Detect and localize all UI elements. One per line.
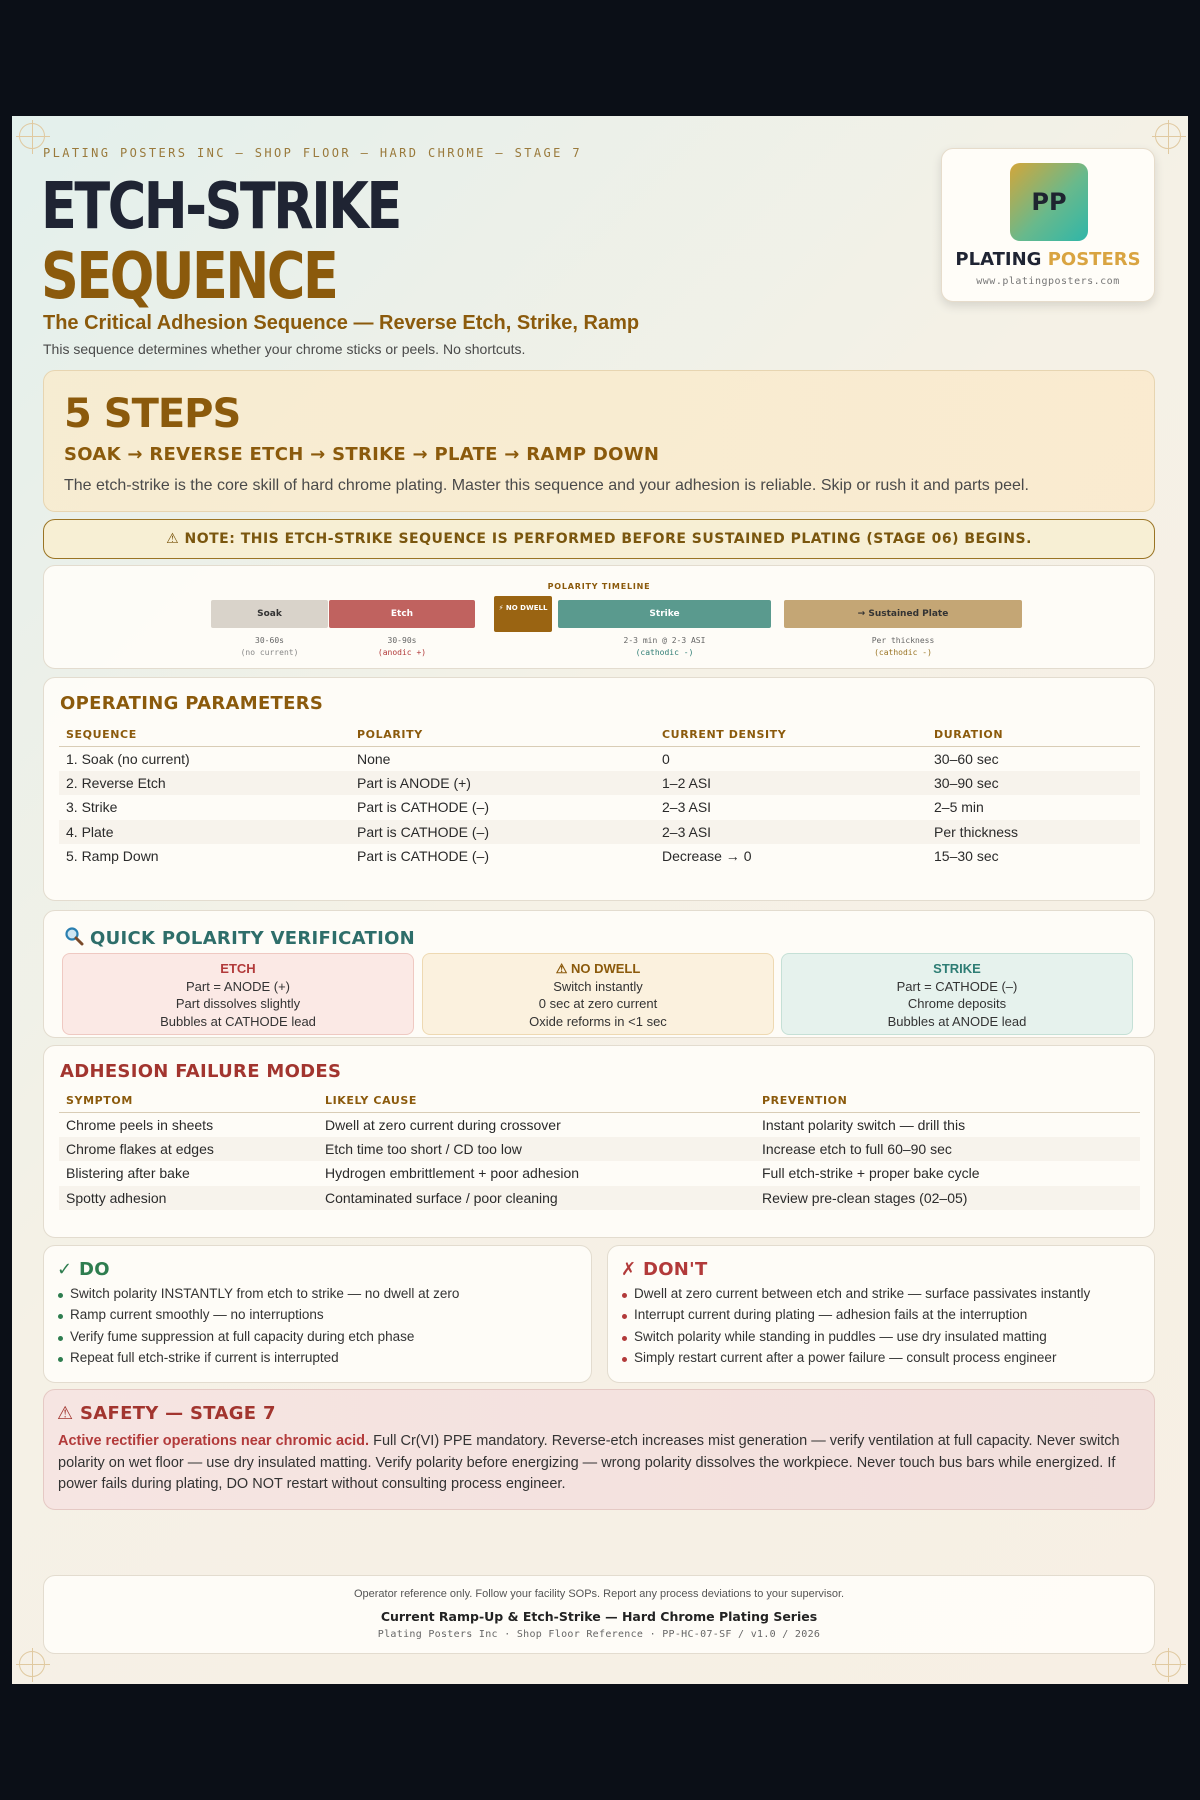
verification-box-title: ⚠ NO DWELL: [555, 961, 641, 976]
table-header: PREVENTION: [755, 1090, 1140, 1112]
table-cell: Instant polarity switch — drill this: [762, 1116, 966, 1133]
table-cell: Increase etch to full 60–90 sec: [755, 1137, 1140, 1162]
table-cell: Dwell at zero current during crossover: [325, 1116, 561, 1133]
steps-count: 5 STEPS: [64, 391, 241, 437]
table-row: [59, 820, 1140, 845]
logo-card: [941, 148, 1155, 302]
table-cell: Per thickness: [927, 820, 1140, 845]
table-cell: Part is CATHODE (–): [350, 820, 655, 845]
polarity-timeline: [43, 565, 1155, 669]
timeline-phase-bar: ⚡ NO DWELL: [494, 596, 552, 632]
list-item: Switch polarity INSTANTLY from etch to strike — no dwell at zero: [58, 1286, 459, 1307]
table-cell: Review pre-clean stages (02–05): [755, 1186, 1140, 1211]
verification-box-line: Part = ANODE (+): [185, 978, 291, 994]
table-row: [59, 795, 1140, 820]
table-row: [59, 746, 1140, 771]
table-header: POLARITY: [350, 724, 655, 746]
verification-box-line: Part = CATHODE (–): [896, 978, 1018, 994]
table-cell: Blistering after bake: [66, 1165, 190, 1182]
table-cell: Chrome peels in sheets: [66, 1116, 214, 1133]
corner-crosshair-icon: [1155, 1651, 1181, 1677]
timeline-phase-time: Per thickness: [871, 636, 935, 645]
timeline-phase-polarity: (cathodic -): [635, 648, 694, 657]
table-cell: Part is ANODE (+): [350, 771, 655, 796]
list-item: Verify fume suppression at full capacity during etch phase: [58, 1329, 459, 1350]
poster: [12, 116, 1188, 1684]
verification-box: [422, 953, 774, 1035]
table-cell: Part is CATHODE (–): [357, 848, 489, 865]
timeline-phase-bar: Strike: [558, 600, 771, 628]
failures-table: [59, 1090, 1140, 1210]
operating-parameters-card: [43, 677, 1155, 901]
table-cell: 2–3 ASI: [662, 799, 712, 816]
table-row: [59, 1137, 1140, 1162]
tagline: This sequence determines whether your chrome sticks or peels. No shortcuts.: [43, 341, 526, 357]
timeline-phase-bar: Etch: [329, 600, 475, 628]
safety-body: Active rectifier operations near chromic acid. Full Cr(VI) PPE mandatory. Reverse-etch increases mist generation — verify ventilation at full capacity. Never switch polarity on wet floor — use dry insulated matting. Verify polarity before energizing — wrong polarity dissolves the workpiece. Never touch bus bars while energized. If power fails during plating, DO NOT restart without consulting process engineer.: [58, 1433, 1120, 1492]
table-row: [59, 1186, 1140, 1211]
table-cell: Chrome flakes at edges: [59, 1137, 318, 1162]
do-heading: ✓ DO: [57, 1259, 110, 1280]
timeline-phase-time: 30-90s: [387, 636, 417, 645]
table-header: SYMPTOM: [59, 1090, 318, 1112]
parameters-heading: OPERATING PARAMETERS: [60, 693, 324, 714]
footer-disclaimer: Operator reference only. Follow your facility SOPs. Report any process deviations to your supervisor.: [353, 1588, 845, 1600]
timeline-phase-caption: [329, 635, 475, 659]
timeline-phase-bar: Soak: [211, 600, 328, 628]
parameters-table: [59, 724, 1140, 869]
safety-heading: ⚠ SAFETY — STAGE 7: [57, 1403, 276, 1424]
steps-card: [43, 370, 1155, 512]
timeline-phase-caption: [784, 635, 1022, 659]
verification-box-line: 0 sec at zero current: [538, 996, 658, 1011]
footer: [43, 1575, 1155, 1654]
table-cell: 15–30 sec: [934, 848, 999, 865]
footer-meta: Plating Posters Inc · Shop Floor Reference · PP-HC-07-SF / v1.0 / 2026: [377, 1629, 821, 1640]
table-cell: 2. Reverse Etch: [59, 771, 350, 796]
polarity-verification-card: [43, 910, 1155, 1038]
table-row: [59, 771, 1140, 796]
note-banner: ⚠ NOTE: THIS ETCH-STRIKE SEQUENCE IS PERFORMED BEFORE SUSTAINED PLATING (STAGE 06) BEGINS.: [43, 519, 1155, 559]
subtitle: The Critical Adhesion Sequence — Reverse Etch, Strike, Ramp: [43, 312, 640, 334]
table-cell: 30–90 sec: [927, 771, 1140, 796]
timeline-phase-time: 30-60s: [255, 636, 284, 645]
table-cell: Decrease → 0: [662, 848, 752, 865]
verification-box-line: Bubbles at CATHODE lead: [160, 1013, 316, 1029]
table-header: DURATION: [927, 724, 1140, 746]
list-item: Switch polarity while standing in puddles — use dry insulated matting: [622, 1329, 1090, 1350]
corner-crosshair-icon: [19, 123, 45, 149]
list-item: Ramp current smoothly — no interruptions: [58, 1307, 459, 1328]
corner-crosshair-icon: [1155, 123, 1181, 149]
table-header: LIKELY CAUSE: [318, 1090, 755, 1112]
table-header: SEQUENCE: [59, 724, 350, 746]
steps-description: The etch-strike is the core skill of hard chrome plating. Master this sequence and your adhesion is reliable. Skip or rush it and parts peel.: [64, 477, 1029, 494]
safety-card: [43, 1389, 1155, 1510]
do-card: [43, 1245, 592, 1383]
footer-series: Current Ramp-Up & Etch-Strike — Hard Chrome Plating Series: [380, 1609, 818, 1624]
steps-sequence: SOAK → REVERSE ETCH → STRIKE → PLATE → RAMP DOWN: [64, 444, 660, 465]
timeline-phase-polarity: (no current): [240, 648, 299, 657]
timeline-title: POLARITY TIMELINE: [547, 582, 651, 591]
do-list: [58, 1286, 459, 1371]
failures-heading: ADHESION FAILURE MODES: [60, 1061, 342, 1082]
logo-url: www.platingposters.com: [976, 276, 1120, 287]
table-cell: Part is CATHODE (–): [357, 799, 489, 816]
logo-name: PLATING POSTERS: [955, 249, 1141, 270]
table-row: [59, 1161, 1140, 1186]
verification-box: [781, 953, 1133, 1035]
table-cell: 3. Strike: [66, 799, 118, 816]
table-cell: Contaminated surface / poor cleaning: [318, 1186, 755, 1211]
table-cell: 2–5 min: [934, 799, 984, 816]
eyebrow: PLATING POSTERS INC — SHOP FLOOR — HARD CHROME — STAGE 7: [43, 146, 582, 160]
table-row: [59, 1112, 1140, 1137]
logo-mark: PP: [1010, 163, 1088, 241]
table-cell: Spotty adhesion: [59, 1186, 318, 1211]
verification-box-line: Switch instantly: [553, 978, 643, 994]
table-cell: 2–3 ASI: [655, 820, 927, 845]
corner-crosshair-icon: [19, 1651, 45, 1677]
verification-box-title: ETCH: [220, 961, 256, 976]
table-header: CURRENT DENSITY: [655, 724, 927, 746]
table-cell: None: [357, 750, 391, 767]
timeline-phase-caption: [558, 635, 771, 659]
timeline-phase-time: 2-3 min @ 2-3 ASI: [623, 636, 706, 645]
table-cell: Hydrogen embrittlement + poor adhesion: [325, 1165, 580, 1182]
verification-box-line: Bubbles at ANODE lead: [887, 1013, 1027, 1029]
table-cell: 0: [662, 750, 670, 767]
list-item: Repeat full etch-strike if current is interrupted: [58, 1350, 459, 1371]
list-item: Simply restart current after a power failure — consult process engineer: [622, 1350, 1090, 1371]
magnifier-icon: [64, 926, 84, 944]
adhesion-failure-card: [43, 1045, 1155, 1238]
timeline-phase-polarity: (cathodic -): [874, 648, 932, 657]
table-row: [59, 844, 1140, 869]
dont-card: [607, 1245, 1155, 1383]
title-line-1: ETCH-STRIKE: [41, 170, 400, 244]
list-item: Dwell at zero current between etch and strike — surface passivates instantly: [622, 1286, 1090, 1307]
timeline-phase-caption: [211, 635, 328, 659]
verification-box-line: Part dissolves slightly: [175, 996, 301, 1011]
list-item: Interrupt current during plating — adhesion fails at the interruption: [622, 1307, 1090, 1328]
table-cell: 30–60 sec: [934, 750, 999, 767]
dont-heading: ✗ DON'T: [621, 1259, 708, 1280]
timeline-phase-polarity: (anodic +): [377, 648, 427, 657]
timeline-phase-bar: → Sustained Plate: [784, 600, 1022, 628]
table-cell: 5. Ramp Down: [66, 848, 159, 865]
verification-box-line: Chrome deposits: [907, 996, 1007, 1011]
dont-list: [622, 1286, 1090, 1371]
table-cell: Full etch-strike + proper bake cycle: [762, 1165, 980, 1182]
table-cell: Etch time too short / CD too low: [318, 1137, 755, 1162]
verification-heading: QUICK POLARITY VERIFICATION: [64, 926, 415, 949]
table-cell: 1. Soak (no current): [66, 750, 190, 767]
title-line-2: SEQUENCE: [41, 240, 337, 314]
table-cell: 1–2 ASI: [655, 771, 927, 796]
verification-box-title: STRIKE: [933, 961, 981, 976]
table-cell: 4. Plate: [59, 820, 350, 845]
verification-box-line: Oxide reforms in <1 sec: [529, 1013, 667, 1029]
verification-box: [62, 953, 414, 1035]
